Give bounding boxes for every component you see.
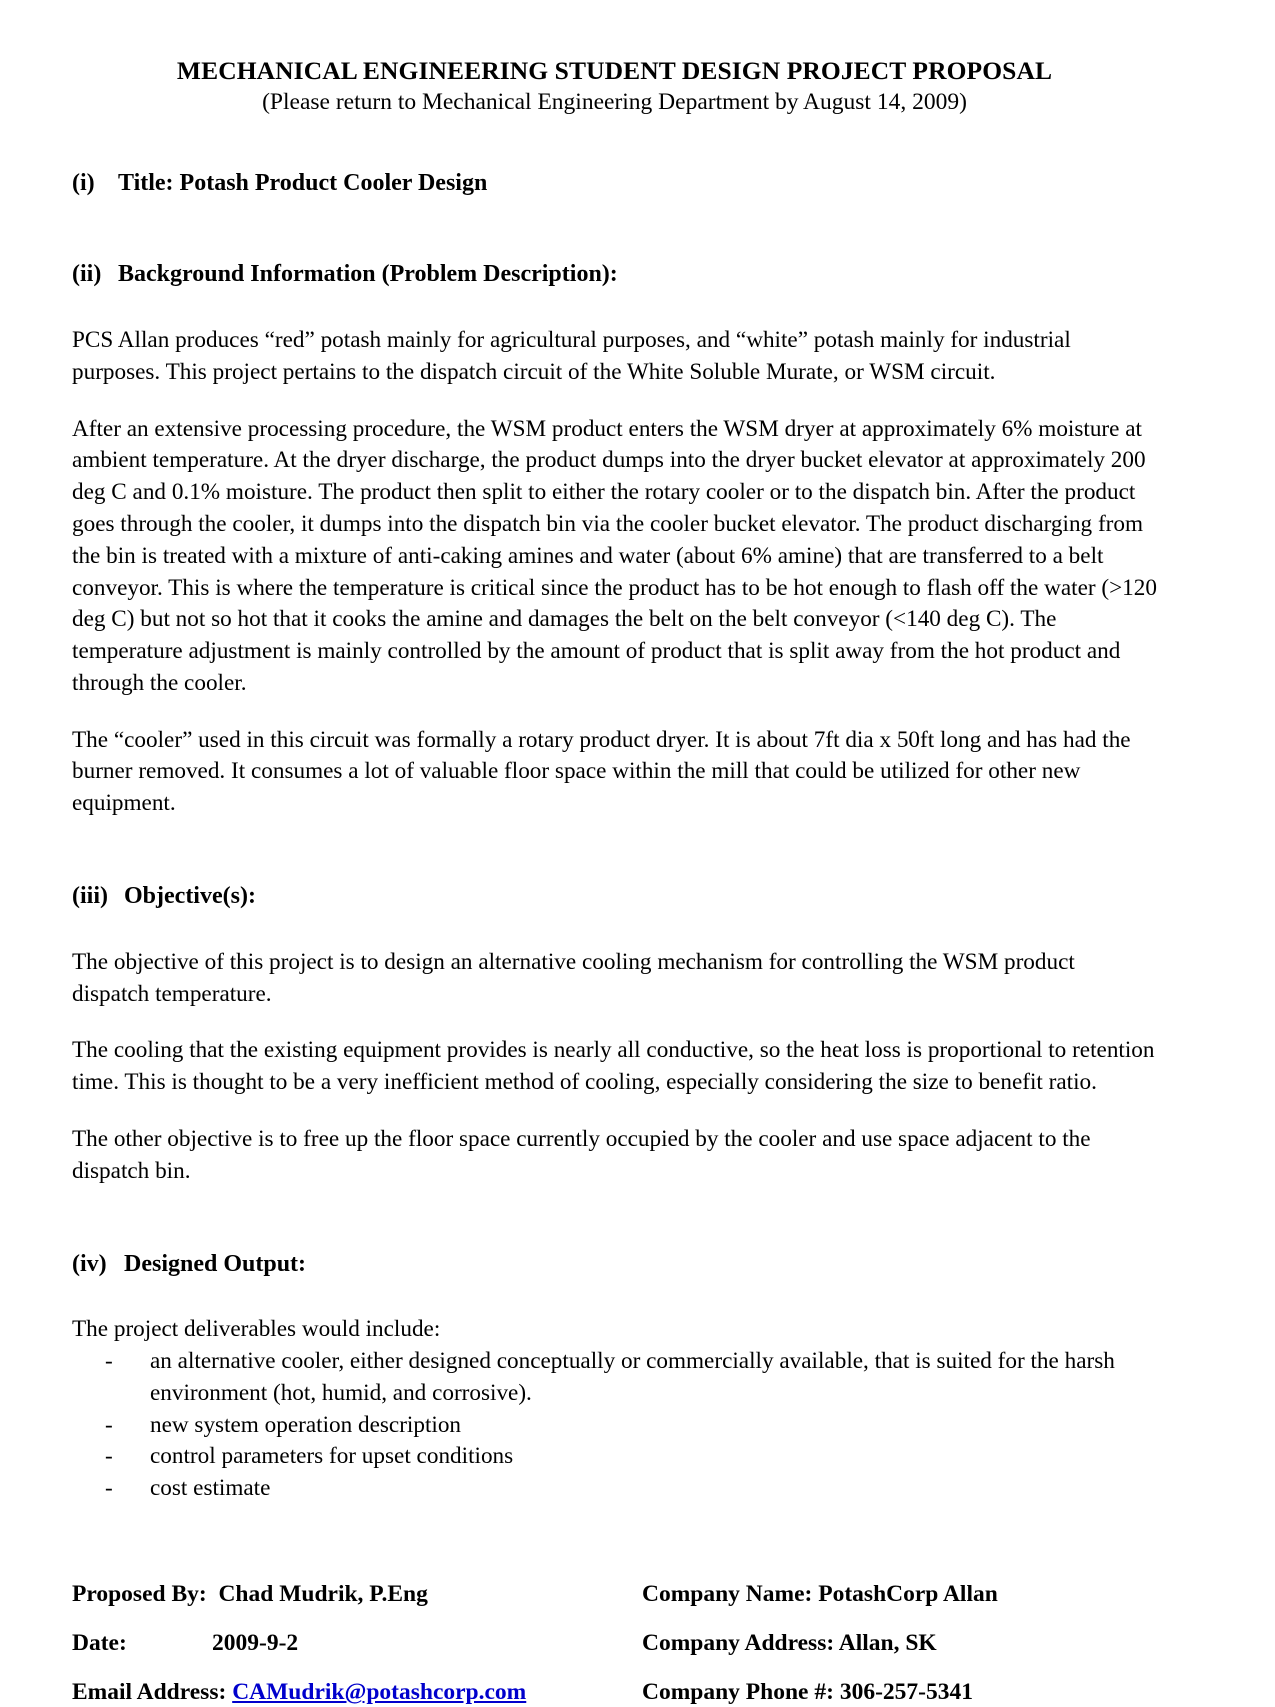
footer-row-date bbox=[72, 1629, 1157, 1657]
company-address-value: Allan, SK bbox=[834, 1630, 937, 1657]
bullet-dash-icon: - bbox=[105, 1348, 113, 1375]
section-heading-title bbox=[72, 169, 1157, 198]
objectives-paragraph-2: The cooling that the existing equipment provides is nearly all conductive, so the heat loss is proportional to retention time. This is thought to be a very inefficient method of cooling, especially considering the size to benefit ratio. bbox=[72, 1037, 1155, 1096]
company-address-label: Company Address: bbox=[642, 1630, 835, 1657]
footer-contact-block bbox=[72, 1580, 1157, 1707]
company-name-value: PotashCorp Allan bbox=[812, 1580, 998, 1607]
list-item-text: new system operation description bbox=[150, 1411, 462, 1438]
date-label: Date: bbox=[72, 1630, 127, 1657]
footer-right-company-name bbox=[642, 1580, 998, 1608]
section-title-text: Title: Potash Product Cooler Design bbox=[118, 170, 488, 197]
proposed-by-value: Chad Mudrik, P.Eng bbox=[206, 1580, 428, 1607]
email-address-link[interactable]: CAMudrik@potashcorp.com bbox=[232, 1679, 527, 1706]
list-item bbox=[72, 1473, 1157, 1505]
objectives-paragraph-3: The other objective is to free up the floor space currently occupied by the cooler and use space adjacent to the dispatch bin. bbox=[72, 1125, 1091, 1184]
footer-row-proposed-by bbox=[72, 1580, 1157, 1608]
document-title: MECHANICAL ENGINEERING STUDENT DESIGN PROJECT PROPOSAL bbox=[176, 56, 1053, 85]
background-paragraph-1: PCS Allan produces “red” potash mainly for agricultural purposes, and “white” potash mainly for industrial purposes. This project pertains to the dispatch circuit of the White Soluble Murate, or WSM circuit. bbox=[72, 327, 1071, 385]
document-header bbox=[72, 55, 1157, 117]
deliverables-intro: The project deliverables would include: bbox=[72, 1316, 441, 1343]
proposed-by-label: Proposed By: bbox=[72, 1580, 207, 1607]
section-heading-designed-output bbox=[72, 1250, 1157, 1279]
section-background-text: Background Information (Problem Description): bbox=[118, 261, 618, 288]
background-paragraph-3: The “cooler” used in this circuit was formally a rotary product dryer. It is about 7ft dia x 50ft long and has had the burner removed. It consumes a lot of valuable floor space within the mill that could be utilized for other new equipment. bbox=[72, 726, 1131, 817]
document-subtitle: (Please return to Mechanical Engineering Department by August 14, 2009) bbox=[262, 89, 967, 116]
bullet-dash-icon: - bbox=[105, 1411, 113, 1438]
bullet-dash-icon: - bbox=[105, 1475, 113, 1502]
footer-right-company-phone bbox=[642, 1678, 973, 1706]
list-item-text: control parameters for upset conditions bbox=[150, 1443, 514, 1470]
list-item-text: an alternative cooler, either designed conceptually or commercially available, that is suited for the harsh environment (hot, humid, and corrosive). bbox=[150, 1348, 1115, 1406]
list-item-text: cost estimate bbox=[150, 1475, 271, 1502]
list-item bbox=[72, 1410, 1157, 1442]
section-designed-output-text: Designed Output: bbox=[124, 1250, 307, 1277]
footer-left-date bbox=[72, 1629, 642, 1657]
footer-left-proposed-by bbox=[72, 1580, 642, 1608]
bullet-dash-icon: - bbox=[105, 1443, 113, 1470]
list-item bbox=[72, 1346, 1157, 1410]
section-number-ii: (ii) bbox=[72, 261, 102, 288]
footer-left-email bbox=[72, 1678, 642, 1706]
list-item bbox=[72, 1441, 1157, 1473]
company-phone-value: 306-257-5341 bbox=[833, 1679, 973, 1706]
footer-row-email bbox=[72, 1678, 1157, 1706]
section-number-i: (i) bbox=[72, 170, 95, 197]
deliverables-list bbox=[72, 1346, 1157, 1505]
background-paragraph-2: After an extensive processing procedure, the WSM product enters the WSM dryer at approximately 6% moisture at ambient temperature. At the dryer discharge, the product dumps into the dryer bucket elevator at approximately 200 deg C and 0.1% moisture. The product then split to either the rotary cooler or to the dispatch bin. After the product goes through the cooler, it dumps into the dispatch bin via the cooler bucket elevator. The product discharging from the bin is treated with a mixture of anti-caking amines and water (about 6% amine) that are transferred to a belt conveyor. This is where the temperature is critical since the product has to be hot enough to flash off the water (>120 deg C) but not so hot that it cooks the amine and damages the belt on the belt conveyor (<140 deg C). The temperature adjustment is mainly controlled by the amount of product that is split away from the hot product and through the cooler. bbox=[72, 415, 1157, 696]
company-phone-label: Company Phone #: bbox=[642, 1679, 834, 1706]
objectives-paragraph-1: The objective of this project is to design an alternative cooling mechanism for controlling the WSM product dispatch temperature. bbox=[72, 948, 1075, 1007]
section-heading-objectives bbox=[72, 882, 1157, 911]
section-objectives-text: Objective(s): bbox=[124, 883, 256, 910]
date-value: 2009-9-2 bbox=[212, 1630, 299, 1657]
footer-right-company-address bbox=[642, 1629, 937, 1657]
section-heading-background bbox=[72, 260, 1157, 289]
section-number-iv: (iv) bbox=[72, 1250, 107, 1277]
email-address-label: Email Address: bbox=[72, 1679, 227, 1706]
company-name-label: Company Name: bbox=[642, 1580, 813, 1607]
section-number-iii: (iii) bbox=[72, 883, 108, 910]
